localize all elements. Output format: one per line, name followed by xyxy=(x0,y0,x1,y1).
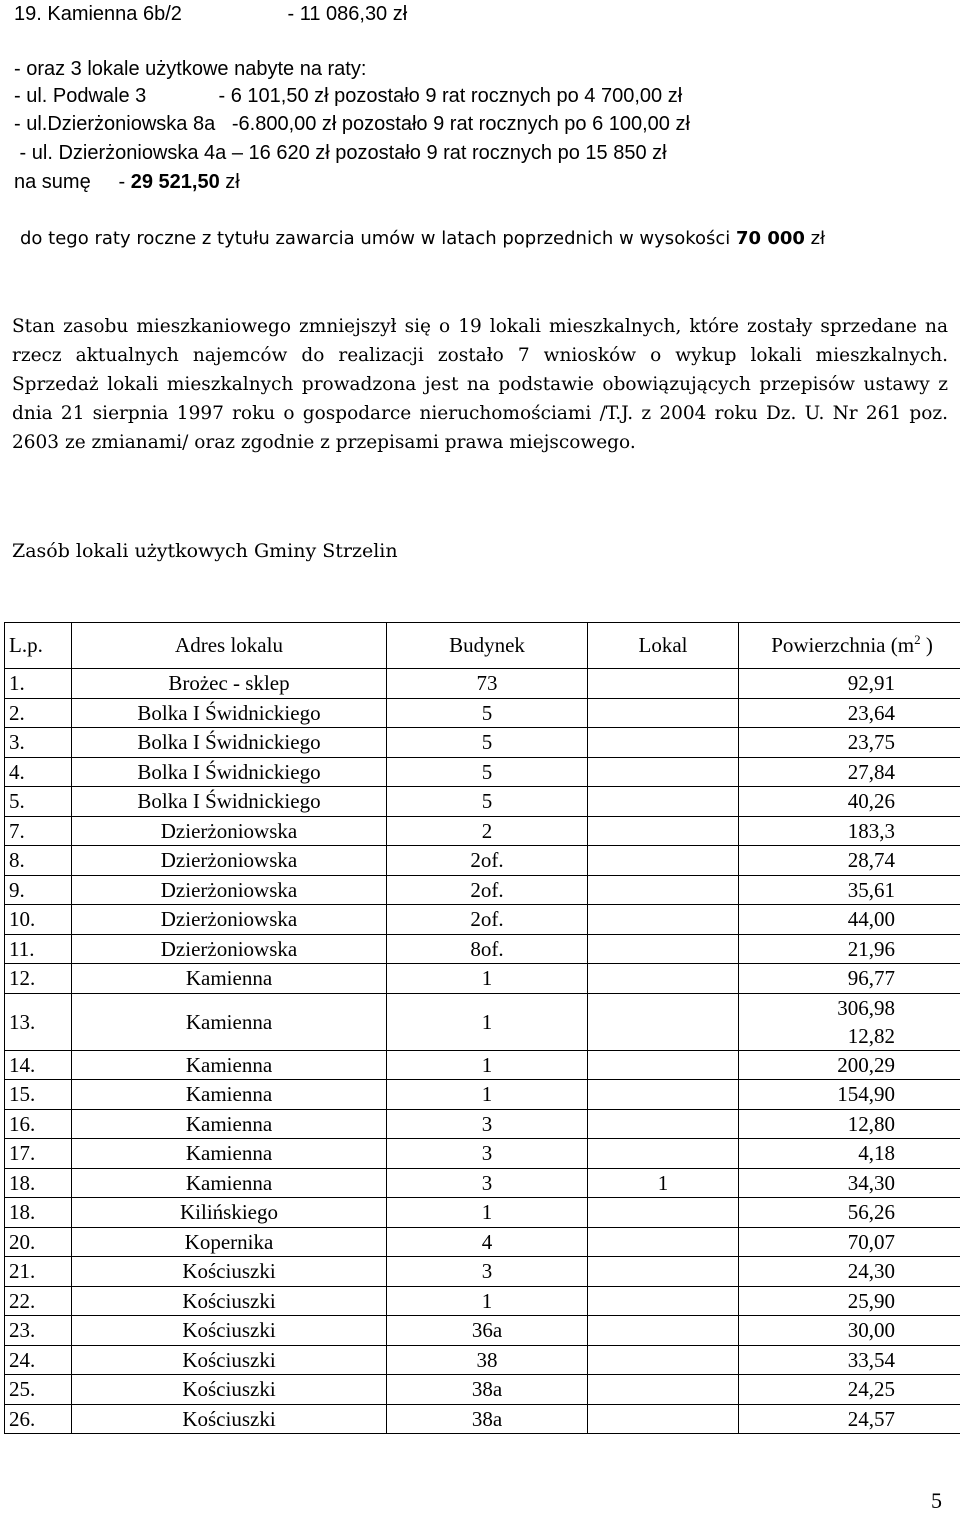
cell-building: 3 xyxy=(387,1139,588,1169)
cell-lp: 18. xyxy=(5,1198,72,1228)
table-row xyxy=(5,905,960,935)
cell-lp: 8. xyxy=(5,846,72,876)
cell-area: 200,29 xyxy=(739,1050,960,1080)
cell-building: 73 xyxy=(387,669,588,699)
cell-unit xyxy=(588,728,739,758)
table-row xyxy=(5,1257,960,1287)
cell-lp: 4. xyxy=(5,757,72,787)
cell-address: Bolka I Świdnickiego xyxy=(72,698,387,728)
cell-area: 24,30 xyxy=(739,1257,960,1287)
cell-area: 40,26 xyxy=(739,787,960,817)
installments-line xyxy=(20,230,825,248)
table-row xyxy=(5,728,960,758)
cell-area: 4,18 xyxy=(739,1139,960,1169)
table-row xyxy=(5,964,960,994)
col-header-lp: L.p. xyxy=(5,623,72,669)
header-line-4: - ul.Dzierżoniowska 8a -6.800,00 zł pozostało 9 rat rocznych po 6 100,00 zł xyxy=(14,114,690,134)
table-row xyxy=(5,1375,960,1405)
cell-unit: 1 xyxy=(588,1168,739,1198)
table-row xyxy=(5,875,960,905)
cell-unit xyxy=(588,1286,739,1316)
cell-building: 3 xyxy=(387,1168,588,1198)
cell-address: Kościuszki xyxy=(72,1375,387,1405)
cell-lp: 26. xyxy=(5,1404,72,1434)
cell-unit xyxy=(588,875,739,905)
table-row xyxy=(5,757,960,787)
col-header-area xyxy=(739,623,960,669)
cell-area: 27,84 xyxy=(739,757,960,787)
cell-lp: 18. xyxy=(5,1168,72,1198)
cell-area: 35,61 xyxy=(739,875,960,905)
table-header-row xyxy=(5,623,960,669)
cell-unit xyxy=(588,1316,739,1346)
table-row xyxy=(5,698,960,728)
cell-building: 3 xyxy=(387,1257,588,1287)
cell-unit xyxy=(588,1257,739,1287)
installments-suffix: zł xyxy=(805,228,825,249)
cell-building: 1 xyxy=(387,1198,588,1228)
cell-unit xyxy=(588,816,739,846)
cell-lp: 9. xyxy=(5,875,72,905)
cell-lp: 2. xyxy=(5,698,72,728)
cell-address: Kilińskiego xyxy=(72,1198,387,1228)
cell-address: Kopernika xyxy=(72,1227,387,1257)
table-row xyxy=(5,846,960,876)
cell-area: 23,64 xyxy=(739,698,960,728)
cell-address: Kościuszki xyxy=(72,1257,387,1287)
cell-lp: 16. xyxy=(5,1109,72,1139)
cell-building: 36a xyxy=(387,1316,588,1346)
cell-unit xyxy=(588,905,739,935)
cell-lp: 5. xyxy=(5,787,72,817)
cell-lp: 10. xyxy=(5,905,72,935)
cell-lp: 7. xyxy=(5,816,72,846)
cell-unit xyxy=(588,1080,739,1110)
cell-address: Bolka I Świdnickiego xyxy=(72,787,387,817)
cell-area: 23,75 xyxy=(739,728,960,758)
cell-unit xyxy=(588,1050,739,1080)
cell-address: Bolka I Świdnickiego xyxy=(72,728,387,758)
cell-lp: 11. xyxy=(5,934,72,964)
cell-lp: 3. xyxy=(5,728,72,758)
cell-unit xyxy=(588,669,739,699)
table-row xyxy=(5,993,960,1050)
cell-building: 3 xyxy=(387,1109,588,1139)
cell-address: Brożec - sklep xyxy=(72,669,387,699)
cell-area: 30,00 xyxy=(739,1316,960,1346)
cell-unit xyxy=(588,757,739,787)
header-line-1: 19. Kamienna 6b/2 - 11 086,30 zł xyxy=(14,4,407,24)
table-row xyxy=(5,1227,960,1257)
cell-address: Bolka I Świdnickiego xyxy=(72,757,387,787)
cell-unit xyxy=(588,1109,739,1139)
cell-address: Kościuszki xyxy=(72,1286,387,1316)
cell-building: 1 xyxy=(387,993,588,1050)
cell-unit xyxy=(588,846,739,876)
col-header-building: Budynek xyxy=(387,623,588,669)
cell-building: 5 xyxy=(387,698,588,728)
cell-area: 24,57 xyxy=(739,1404,960,1434)
cell-building: 5 xyxy=(387,787,588,817)
table-row xyxy=(5,1139,960,1169)
cell-area: 92,91 xyxy=(739,669,960,699)
cell-unit xyxy=(588,1404,739,1434)
cell-building: 5 xyxy=(387,728,588,758)
area-header-text: Powierzchnia (m xyxy=(771,633,914,657)
cell-building: 5 xyxy=(387,757,588,787)
cell-lp: 1. xyxy=(5,669,72,699)
sum-prefix: na sumę - xyxy=(14,171,131,193)
cell-area-line: 12,82 xyxy=(739,1022,895,1050)
table-row xyxy=(5,1080,960,1110)
cell-address: Kościuszki xyxy=(72,1404,387,1434)
cell-address: Kamienna xyxy=(72,964,387,994)
cell-unit xyxy=(588,964,739,994)
area-header-close: ) xyxy=(921,633,933,657)
cell-area: 44,00 xyxy=(739,905,960,935)
cell-unit xyxy=(588,934,739,964)
cell-lp: 22. xyxy=(5,1286,72,1316)
cell-area: 70,07 xyxy=(739,1227,960,1257)
cell-building: 38 xyxy=(387,1345,588,1375)
table-row xyxy=(5,1286,960,1316)
cell-area-line: 306,98 xyxy=(739,994,895,1022)
header-line-6 xyxy=(14,172,240,192)
cell-unit xyxy=(588,698,739,728)
cell-address: Kościuszki xyxy=(72,1316,387,1346)
cell-area: 28,74 xyxy=(739,846,960,876)
cell-area: 21,96 xyxy=(739,934,960,964)
cell-address: Kamienna xyxy=(72,1080,387,1110)
cell-address: Kamienna xyxy=(72,1109,387,1139)
cell-lp: 21. xyxy=(5,1257,72,1287)
cell-address: Kamienna xyxy=(72,1050,387,1080)
cell-unit xyxy=(588,1139,739,1169)
cell-building: 2of. xyxy=(387,905,588,935)
sum-value: 29 521,50 xyxy=(131,171,220,193)
cell-unit xyxy=(588,1227,739,1257)
cell-unit xyxy=(588,787,739,817)
cell-unit xyxy=(588,1375,739,1405)
cell-unit xyxy=(588,1345,739,1375)
cell-lp: 25. xyxy=(5,1375,72,1405)
cell-lp: 14. xyxy=(5,1050,72,1080)
table-row xyxy=(5,1050,960,1080)
cell-area xyxy=(739,993,960,1050)
table-row xyxy=(5,1404,960,1434)
cell-building: 38a xyxy=(387,1375,588,1405)
table-row xyxy=(5,1345,960,1375)
cell-lp: 12. xyxy=(5,964,72,994)
cell-lp: 23. xyxy=(5,1316,72,1346)
cell-area: 34,30 xyxy=(739,1168,960,1198)
cell-building: 1 xyxy=(387,964,588,994)
cell-area: 33,54 xyxy=(739,1345,960,1375)
cell-building: 1 xyxy=(387,1050,588,1080)
cell-building: 2 xyxy=(387,816,588,846)
table-row xyxy=(5,934,960,964)
cell-lp: 17. xyxy=(5,1139,72,1169)
cell-area: 154,90 xyxy=(739,1080,960,1110)
cell-lp: 15. xyxy=(5,1080,72,1110)
table-row xyxy=(5,1168,960,1198)
cell-lp: 13. xyxy=(5,993,72,1050)
col-header-address: Adres lokalu xyxy=(72,623,387,669)
table-row xyxy=(5,816,960,846)
installments-amount: 70 000 xyxy=(736,228,805,249)
table-row xyxy=(5,1109,960,1139)
cell-address: Kościuszki xyxy=(72,1345,387,1375)
cell-building: 1 xyxy=(387,1286,588,1316)
cell-building: 38a xyxy=(387,1404,588,1434)
cell-area: 96,77 xyxy=(739,964,960,994)
cell-building: 1 xyxy=(387,1080,588,1110)
cell-lp: 24. xyxy=(5,1345,72,1375)
installments-prefix: do tego raty roczne z tytułu zawarcia umów w latach poprzednich w wysokości xyxy=(20,228,736,249)
area-header-superscript: 2 xyxy=(914,632,921,647)
cell-unit xyxy=(588,1198,739,1228)
cell-area: 25,90 xyxy=(739,1286,960,1316)
cell-area: 183,3 xyxy=(739,816,960,846)
header-line-3: - ul. Podwale 3 - 6 101,50 zł pozostało 9 rat rocznych po 4 700,00 zł xyxy=(14,86,682,106)
table-row xyxy=(5,1198,960,1228)
cell-address: Dzierżoniowska xyxy=(72,816,387,846)
cell-building: 4 xyxy=(387,1227,588,1257)
header-line-2: - oraz 3 lokale użytkowe nabyte na raty: xyxy=(14,59,366,79)
cell-address: Kamienna xyxy=(72,993,387,1050)
cell-area: 12,80 xyxy=(739,1109,960,1139)
cell-lp: 20. xyxy=(5,1227,72,1257)
cell-address: Dzierżoniowska xyxy=(72,905,387,935)
col-header-unit: Lokal xyxy=(588,623,739,669)
page-number: 5 xyxy=(931,1490,942,1512)
cell-building: 8of. xyxy=(387,934,588,964)
table-row xyxy=(5,669,960,699)
commercial-units-table xyxy=(4,622,960,1434)
cell-unit xyxy=(588,993,739,1050)
table-row xyxy=(5,1316,960,1346)
cell-area: 56,26 xyxy=(739,1198,960,1228)
cell-address: Kamienna xyxy=(72,1168,387,1198)
cell-address: Kamienna xyxy=(72,1139,387,1169)
cell-address: Dzierżoniowska xyxy=(72,875,387,905)
cell-area: 24,25 xyxy=(739,1375,960,1405)
cell-building: 2of. xyxy=(387,846,588,876)
section-title: Zasób lokali użytkowych Gminy Strzelin xyxy=(12,542,398,561)
cell-building: 2of. xyxy=(387,875,588,905)
housing-paragraph: Stan zasobu mieszkaniowego zmniejszył się o 19 lokali mieszkalnych, które zostały sprzedane na rzecz aktualnych najemców do realizacji zostało 7 wniosków o wykup lokali mieszkalnych. Sprzedaż lokali mieszkalnych prowadzona jest na podstawie obowiązujących przepisów ustawy z dnia 21 sierpnia 1997 roku o gospodarce nieruchomościami /T.J. z 2004 roku Dz. U. Nr 261 poz. 2603 ze zmianami/ oraz zgodnie z przepisami prawa miejscowego. xyxy=(12,312,948,457)
table-row xyxy=(5,787,960,817)
cell-address: Dzierżoniowska xyxy=(72,846,387,876)
header-line-5: - ul. Dzierżoniowska 4a – 16 620 zł pozostało 9 rat rocznych po 15 850 zł xyxy=(14,143,667,163)
sum-suffix: zł xyxy=(220,171,240,193)
cell-address: Dzierżoniowska xyxy=(72,934,387,964)
